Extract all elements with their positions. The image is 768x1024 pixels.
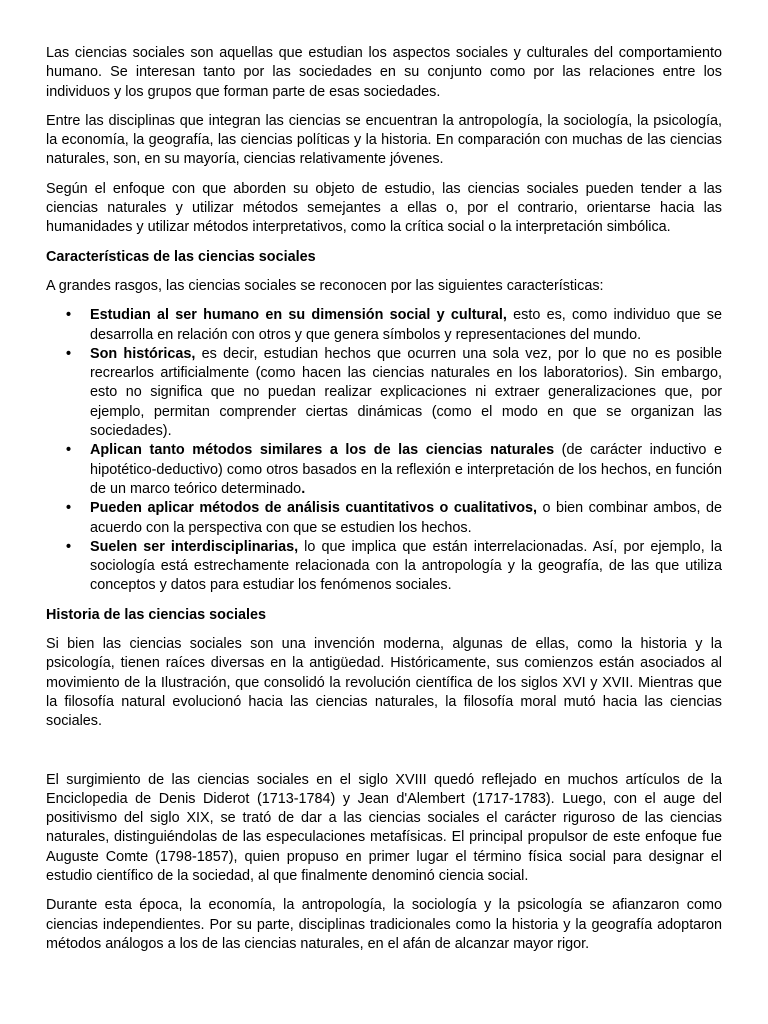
list-item-bold: Estudian al ser humano en su dimensión social y cultural,: [90, 307, 507, 324]
list-item: [66, 441, 723, 499]
intro-paragraph-3: Según el enfoque con que aborden su objeto de estudio, las ciencias sociales pueden tender a las ciencias naturales y utilizar métodos semejantes a ellas o, por el contrario, orientarse hacia las humanidades y utilizar métodos interpretativos, como la crítica social o la interpretación simbólica.: [46, 180, 722, 236]
list-item-bold: Aplican tanto métodos similares a los de las ciencias naturales: [90, 442, 555, 459]
intro-paragraph-1: Las ciencias sociales son aquellas que estudian los aspectos sociales y culturales del comportamiento humano. Se interesan tanto por las sociedades en su conjunto como por las relaciones entre los individuos y los grupos que forman parte de esas sociedades.: [46, 45, 722, 100]
list-item: [66, 538, 723, 596]
intro-paragraph-2: Entre las disciplinas que integran las ciencias se encuentran la antropología, la sociología, la psicología, la economía, la geografía, las ciencias políticas y la historia. En comparación con muchas de las ciencias naturales, son, en su mayoría, ciencias relativamente jóvenes.: [46, 112, 722, 168]
list-item-text: o bien combinar ambos, de acuerdo con la perspectiva con que se estudien los hechos.: [90, 500, 722, 536]
bullet-icon: •: [66, 345, 72, 362]
list-item-text: es decir, estudian hechos que ocurren una sola vez, por lo que no es posible recrearlos artificialmente (como hacen las ciencias naturales en los laboratorios). Sin embargo, esto no significa que no puedan realizar explicaciones ni extraer generalizaciones que, por ejemplo, permitan comprender ciertas dinámicas (como el modo en que se organizan las sociedades).: [90, 345, 722, 440]
list-item-bold: Suelen ser interdisciplinarias,: [90, 538, 299, 555]
bullet-icon: •: [66, 307, 72, 324]
characteristics-list: [46, 306, 722, 595]
history-paragraph-2: El surgimiento de las ciencias sociales en el siglo XVIII quedó reflejado en muchos artículos de la Enciclopedia de Denis Diderot (1713-1784) y Jean d'Alembert (1717-1783). Luego, con el auge del positivismo del siglo XIX, se trató de dar a las ciencias sociales el carácter riguroso de las ciencias naturales, distinguiéndolas de las especulaciones metafísicas. El principal propulsor de este enfoque fue Auguste Comte (1798-1857), quien propuso en primer lugar el término física social para designar el estudio científico de la sociedad, al que finalmente denominó ciencia social.: [46, 771, 722, 884]
list-item: [66, 499, 722, 538]
list-item-text: esto es, como individuo que se desarrolla en relación con otros y que genera símbolos y representaciones del mundo.: [90, 307, 722, 343]
list-item-bold: Pueden aplicar métodos de análisis cuantitativos o cualitativos,: [90, 500, 537, 517]
bullet-icon: •: [66, 442, 72, 459]
list-item-tail: .: [301, 480, 306, 497]
history-paragraph-3: Durante esta época, la economía, la antropología, la sociología y la psicología se afianzaron como ciencias independientes. Por su parte, disciplinas tradicionales como la historia y la geografía adoptaron métodos análogos a los de las ciencias naturales, en el afán de alcanzar mayor rigor.: [46, 897, 722, 952]
list-item-text: lo que implica que están interrelacionadas. Así, por ejemplo, la sociología está estrechamente relacionada con la antropología y la geografía, de las que utiliza conceptos y datos para estudiar los fenómenos sociales.: [90, 538, 723, 594]
bullet-icon: •: [66, 538, 72, 555]
section-heading-characteristics: Características de las ciencias sociales: [46, 248, 316, 265]
list-item: [66, 306, 722, 345]
bullet-icon: •: [66, 500, 72, 517]
list-item: [66, 345, 722, 441]
characteristics-intro: A grandes rasgos, las ciencias sociales se reconocen por las siguientes características:: [46, 277, 604, 294]
blank-line: [46, 742, 722, 771]
list-item-bold: Son históricas,: [90, 345, 196, 362]
history-paragraph-1: Si bien las ciencias sociales son una invención moderna, algunas de ellas, como la historia y la psicología, tienen raíces diversas en la antigüedad. Históricamente, sus comienzos están asociados al movimiento de la Ilustración, que consolidó la revolución científica de los siglos XVI y XVII. Mientras que la filosofía natural evolucionó hacia las ciencias naturales, la filosofía moral mutó hacia las ciencias sociales.: [46, 636, 722, 730]
list-item-text: (de carácter inductivo e hipotético-deductivo) como otros basados en la reflexión e interpretación de los hechos, en función de un marco teórico determinado: [90, 442, 723, 497]
section-heading-history: Historia de las ciencias sociales: [46, 606, 266, 623]
